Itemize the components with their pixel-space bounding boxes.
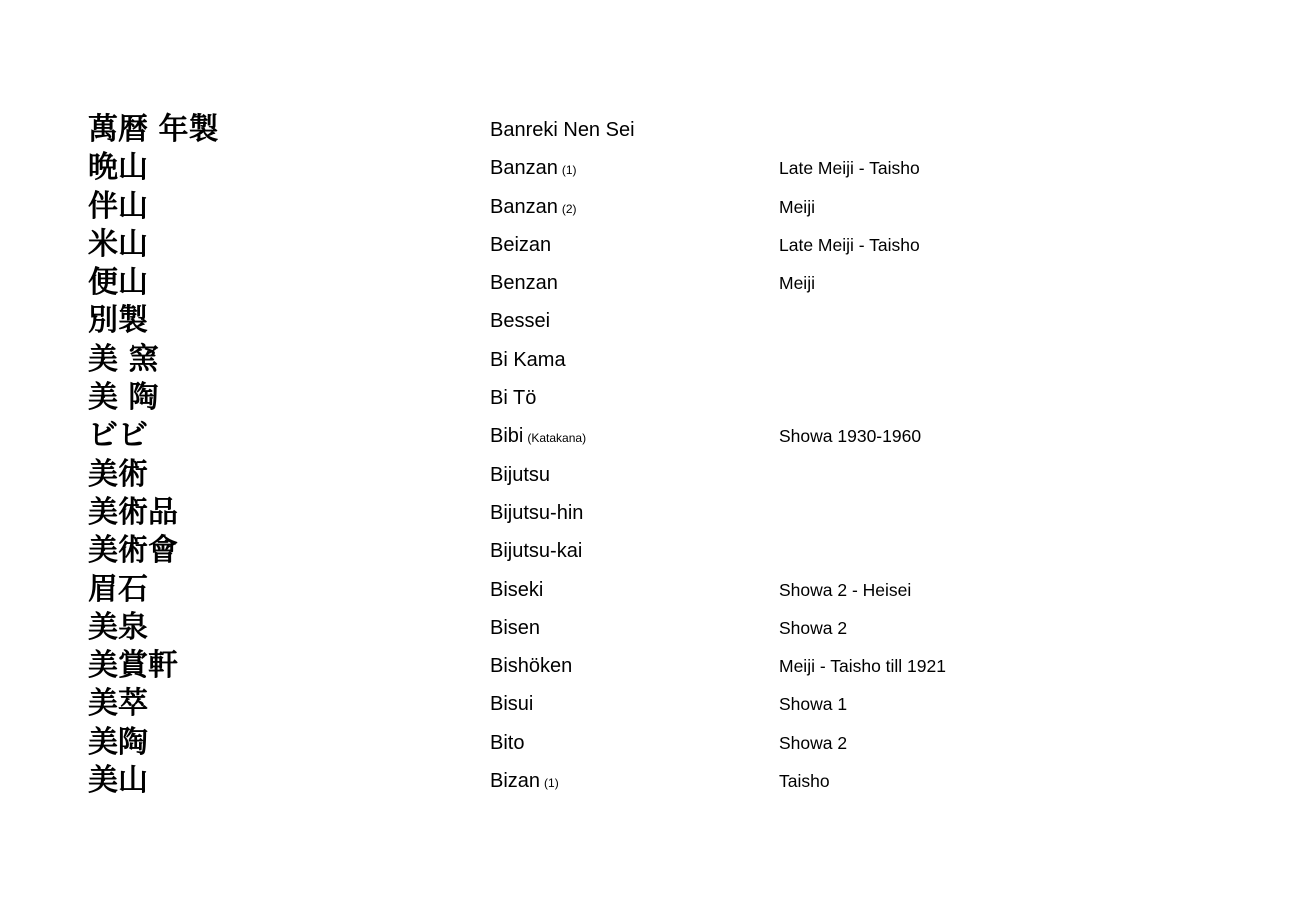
list-item — [0, 302, 1289, 340]
romaji-name — [490, 494, 587, 534]
romaji-text: Bisen — [490, 616, 541, 639]
romaji-text: Bijutsu-hin — [490, 501, 584, 524]
kanji-mark: 美陶 — [88, 724, 148, 760]
romaji-name — [490, 149, 577, 189]
romaji-name — [490, 571, 547, 611]
romaji-text: Bi Tö — [490, 387, 537, 410]
romaji-name — [490, 724, 528, 764]
list-item — [0, 494, 1289, 532]
romaji-name — [490, 609, 544, 649]
kanji-mark: 美 陶 — [88, 380, 159, 416]
period-text: Meiji - Taisho till 1921 — [779, 656, 946, 677]
kanji-mark: 萬暦 年製 — [88, 112, 219, 147]
list-item — [0, 724, 1289, 762]
romaji-name — [490, 341, 570, 381]
romaji-note: (1) — [544, 776, 559, 791]
romaji-text: Biseki — [490, 578, 544, 601]
romaji-name — [490, 226, 555, 266]
list-item — [0, 762, 1289, 800]
kanji-mark: 美術會 — [88, 533, 178, 569]
list-item — [0, 188, 1289, 226]
list-item — [0, 341, 1289, 379]
kanji-mark: 便山 — [88, 265, 148, 301]
romaji-text: Bizan — [490, 770, 541, 793]
kanji-mark: 美術品 — [88, 494, 178, 530]
romaji-text: Bishöken — [490, 655, 573, 678]
list-item — [0, 149, 1289, 187]
period-text: Taisho — [779, 771, 830, 792]
period-text: Showa 2 — [779, 617, 848, 638]
romaji-note: (1) — [561, 163, 577, 178]
romaji-text: Bito — [490, 731, 525, 754]
list-item — [0, 571, 1289, 609]
mark-list — [0, 111, 1289, 800]
list-item — [0, 647, 1289, 685]
romaji-name — [490, 647, 576, 687]
romaji-text: Bijutsu — [490, 463, 551, 486]
romaji-note: (2) — [561, 201, 577, 216]
list-item — [0, 226, 1289, 264]
kanji-mark: 美術 — [88, 456, 148, 492]
romaji-text: Beizan — [490, 233, 552, 256]
romaji-text: Bessei — [490, 310, 551, 333]
kanji-mark: 美 窯 — [88, 341, 159, 377]
romaji-name — [490, 417, 586, 457]
list-item — [0, 609, 1289, 647]
romaji-text: Banzan — [490, 195, 558, 218]
list-item — [0, 379, 1289, 417]
kanji-mark: 美萃 — [88, 686, 148, 722]
kanji-mark: 別製 — [88, 303, 148, 339]
romaji-name — [490, 111, 639, 151]
period-text: Meiji — [779, 273, 815, 294]
romaji-name — [490, 685, 537, 725]
romaji-name — [490, 302, 554, 342]
romaji-text: Bibi — [490, 425, 524, 448]
period-text: Showa 2 - Heisei — [779, 579, 912, 600]
period-text: Showa 1 — [779, 694, 848, 715]
romaji-name — [490, 762, 559, 802]
romaji-text: Bi Kama — [490, 348, 566, 371]
period-text: Showa 2 — [779, 732, 848, 753]
romaji-name — [490, 379, 540, 419]
romaji-text: Bisui — [490, 693, 534, 716]
romaji-text: Banreki Nen Sei — [490, 119, 635, 141]
period-text: Showa 1930-1960 — [779, 426, 922, 447]
kanji-mark: 美賞軒 — [88, 648, 178, 684]
list-item — [0, 264, 1289, 302]
kanji-mark: 美山 — [88, 763, 148, 799]
romaji-name — [490, 532, 586, 572]
romaji-name — [490, 188, 577, 228]
kanji-mark: 伴山 — [88, 188, 148, 224]
romaji-text: Banzan — [490, 157, 558, 180]
list-item — [0, 456, 1289, 494]
period-text: Meiji — [779, 196, 815, 217]
period-text: Late Meiji - Taisho — [779, 158, 920, 179]
list-item — [0, 111, 1289, 149]
kanji-mark: 米山 — [88, 226, 148, 262]
list-item — [0, 417, 1289, 455]
period-text: Late Meiji - Taisho — [779, 234, 920, 255]
list-item — [0, 532, 1289, 570]
kanji-mark: 晩山 — [88, 150, 148, 186]
romaji-note: (Katakana) — [527, 431, 587, 446]
kanji-mark: 眉石 — [88, 571, 148, 607]
romaji-name — [490, 456, 554, 496]
kanji-mark: ビビ — [88, 418, 148, 454]
romaji-name — [490, 264, 562, 304]
list-item — [0, 685, 1289, 723]
romaji-text: Benzan — [490, 272, 558, 295]
romaji-text: Bijutsu-kai — [490, 540, 583, 563]
kanji-mark: 美泉 — [88, 609, 148, 645]
